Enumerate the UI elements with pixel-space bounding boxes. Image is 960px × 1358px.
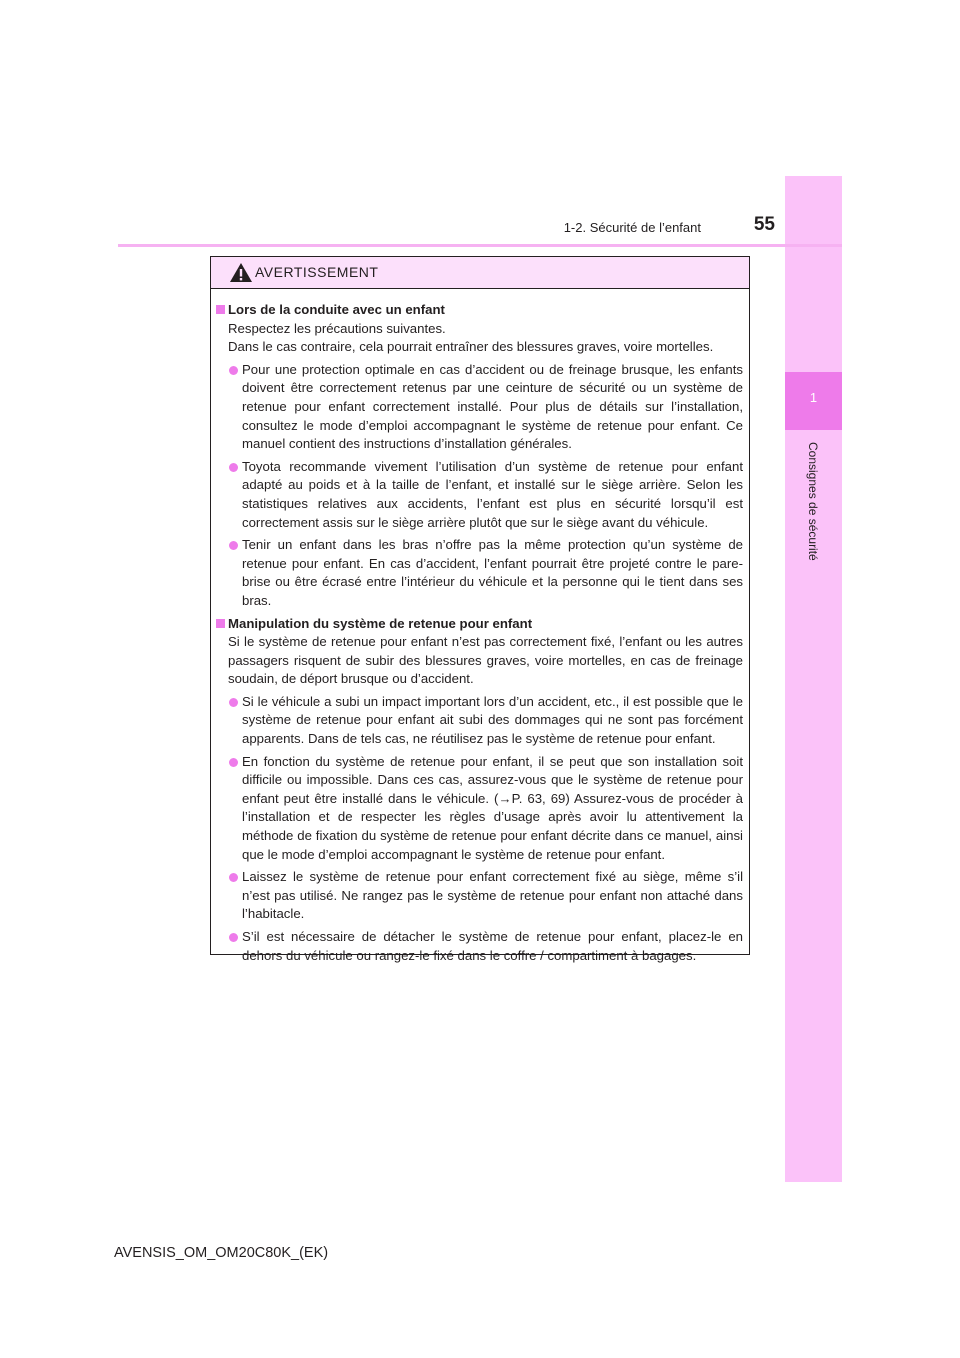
bullet-text: Laissez le système de retenue pour enfant correctement fixé au siège, même s’il n’est pas utilisé. Ne rangez pas le système de retenue pour enfant non attaché dans l’habitacle. xyxy=(242,869,743,922)
bullet-text: S’il est nécessaire de détacher le système de retenue pour enfant, placez-le en dehors du véhicule ou rangez-le fixé dans le coffre / compartiment à bagages. xyxy=(242,929,743,963)
warning-title: AVERTISSEMENT xyxy=(255,264,379,280)
warning-section xyxy=(211,615,743,966)
warning-triangle-icon xyxy=(229,262,253,283)
bullet-dot-icon xyxy=(229,463,238,472)
bullet-dot-icon xyxy=(229,698,238,707)
bullet-dot-icon xyxy=(229,933,238,942)
section-intro: Respectez les précautions suivantes. xyxy=(228,320,446,336)
bullet-item xyxy=(228,928,743,965)
warning-section xyxy=(211,301,743,611)
warning-box xyxy=(210,256,750,963)
bullet-dot-icon xyxy=(229,758,238,767)
section-intro: Si le système de retenue pour enfant n’est pas correctement fixé, l’enfant ou les autres passagers risquent de subir des blessures graves, voire mortelles, en cas de freinage soudain, de déport brusque ou d’accident. xyxy=(228,634,743,687)
section-square-icon xyxy=(216,305,225,314)
section-title: Lors de la conduite avec un enfant xyxy=(228,302,445,317)
section-heading: 1-2. Sécurité de l’enfant xyxy=(563,220,701,235)
bullet-item xyxy=(228,693,743,749)
section-intro: Dans le cas contraire, cela pourrait entraîner des blessures graves, voire mortelles. xyxy=(228,339,714,355)
warning-body xyxy=(211,289,749,965)
bullet-item xyxy=(228,458,743,532)
bullet-item xyxy=(228,361,743,454)
header-rule xyxy=(118,244,842,247)
bullet-item xyxy=(228,753,743,865)
document-code: AVENSIS_OM_OM20C80K_(EK) xyxy=(114,1245,329,1261)
section-square-icon xyxy=(216,619,225,628)
bullet-text: Pour une protection optimale en cas d’accident ou de freinage brusque, les enfants doivent être correctement retenus par une ceinture de sécurité ou un système de retenue pour enfant correctement installé. Pour plus de détails sur l’installation, consultez le mode d’emploi accompagnant le système de retenue pour enfant. Ce manuel contient des instructions d’installation générales. xyxy=(242,361,743,452)
bullet-dot-icon xyxy=(229,541,238,550)
page-number: 55 xyxy=(753,214,775,235)
section-title: Manipulation du système de retenue pour enfant xyxy=(228,615,533,631)
warning-header xyxy=(211,257,749,289)
bullet-dot-icon xyxy=(229,873,238,882)
side-tab-bar xyxy=(785,176,842,1182)
bullet-text: Si le véhicule a subi un impact important lors d’un accident, etc., il est possible que le système de retenue pour enfant ait subi des dommages qui ne sont pas forcément apparents. Dans de tels cas, ne réutilisez pas le système de retenue pour enfant. xyxy=(242,693,743,747)
bullet-text: Toyota recommande vivement l’utilisation d’un système de retenue pour enfant adapté au poids et à la taille de l’enfant, et installé sur le siège arrière. Selon les statistiques relatives aux accidents, l’enfant est plus en sécurité lorsqu’il est correctement assis sur le siège arrière plutôt que sur le siège avant du véhicule. xyxy=(242,458,743,530)
bullet-item xyxy=(228,868,743,924)
bullet-item xyxy=(228,536,743,610)
bullet-dot-icon xyxy=(229,366,238,375)
bullet-text: En fonction du système de retenue pour enfant, il se peut que son installation soit difficile ou impossible. Dans ces cas, assurez-vous que le système de retenue pour enfant peut être installé dans le véhicule. (→P. 63, 69) Assurez-vous de procéder à l’installation et de respecter les règles d’usage après avoir lu attentivement la méthode de fixation du système de retenue pour enfant décrite dans ce manuel, ainsi que le mode d’emploi accompagnant le système de retenue pour enfant. xyxy=(242,753,743,862)
chapter-title: Consignes de sécurité xyxy=(806,442,820,561)
chapter-number: 1 xyxy=(809,390,818,405)
bullet-text: Tenir un enfant dans les bras n’offre pas la même protection qu’un système de retenue pour enfant. En cas d’accident, l’enfant pourrait être projeté contre le pare-brise ou être écrasé entre l’intérieur du véhicule et la personne qui le tient dans ses bras. xyxy=(242,537,743,608)
